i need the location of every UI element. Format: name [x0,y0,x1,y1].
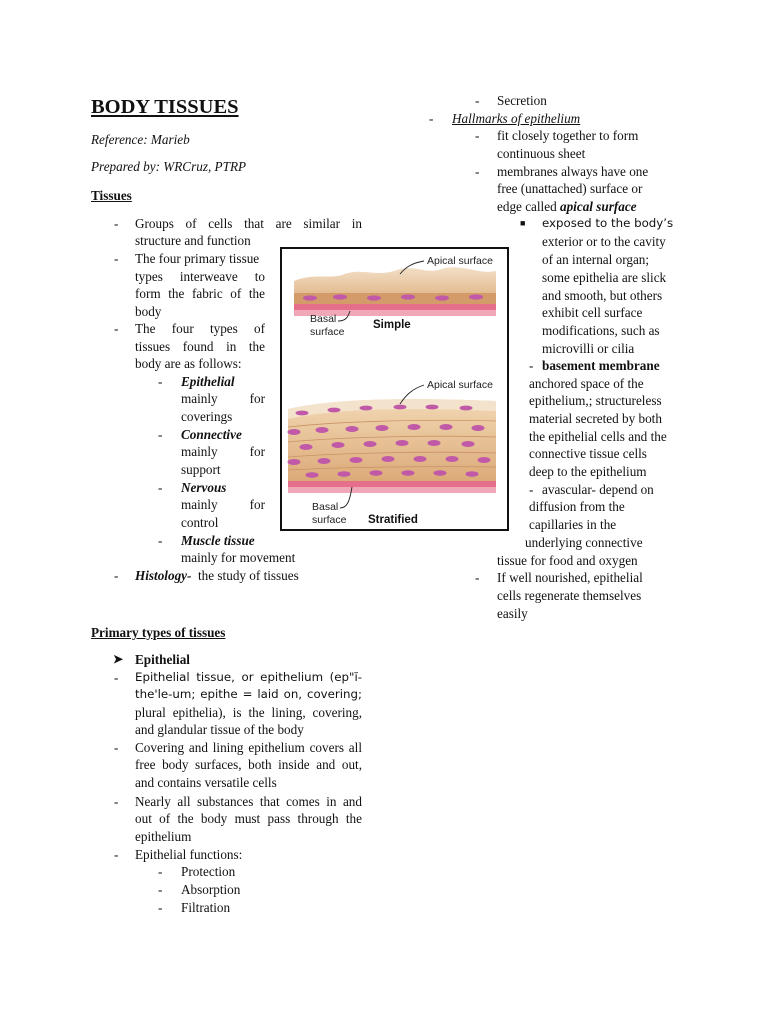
basement-membrane-desc: anchored space of the [529,376,644,391]
type-muscle-desc: mainly for movement [181,550,296,565]
nourished-item: If well nourished, epithelial [497,570,643,585]
avascular-item-cont: diffusion from the [529,499,625,514]
sublist-dash: - [158,374,163,389]
avascular-item: avascular- depend on [542,482,654,497]
basement-membrane-desc: the epithelial cells and the [529,429,667,444]
list-dash: - [114,847,119,862]
histology-term: Histology- [135,568,192,583]
type-epithelial-desc: coverings [181,409,233,424]
function-filtration: Filtration [181,900,231,915]
exposed-item-cont: microvilli or cilia [542,341,635,356]
type-epithelial-desc: mainly for [181,391,265,406]
type-connective: Connective [181,427,242,442]
nourished-item-cont: cells regenerate themselves [497,588,642,603]
list-item-histology [135,567,299,585]
functions-label: Epithelial functions: [135,847,243,862]
list-dash: - [114,216,119,231]
type-epithelial: Epithelial [181,374,235,389]
list-dash: - [475,128,480,143]
avascular-item-cont: tissue for food and oxygen [497,553,638,568]
prepared-by-line: Prepared by: WRCruz, PTRP [91,159,247,174]
list-dash: - [114,670,119,685]
exposed-item-cont: of an internal organ; [542,252,650,267]
nearly-all-item-cont: out of the body must pass through the [135,811,362,826]
reference-line: Reference: Marieb [91,132,190,147]
sublist-dash: - [158,864,163,879]
epithelium-figure [280,247,509,531]
epithelial-definition-cont: the'le-um; epithe = laid on, covering; [135,687,362,701]
basement-membrane-desc: connective tissue cells [529,446,647,461]
primary-types-heading: Primary types of tissues [91,625,226,640]
stratified-caption: Stratified [368,514,418,526]
list-dash: - [114,321,119,336]
simple-basal-label: surface [310,326,345,338]
list-dash: - [475,93,480,108]
simple-epithelium-drawing [294,261,496,321]
avascular-item-cont: underlying connective [525,535,643,550]
exposed-item-cont: exterior or to the cavity [542,234,666,249]
function-absorption: Absorption [181,882,241,897]
arrow-bullet-icon: ➤ [113,652,124,666]
list-dash: - [114,740,119,755]
list-dash: - [475,570,480,585]
membranes-item-cont [497,198,637,216]
epithelial-definition-cont: plural epithelia), is the lining, covering, [135,705,362,720]
list-item-four-types-cont: body are as follows: [135,356,242,371]
fit-closely-item: fit closely together to form [497,128,639,143]
epithelial-heading: Epithelial [135,652,190,667]
simple-basal-label: Basal [310,313,337,325]
basement-membrane-desc: epithelium,; structureless [529,393,662,408]
sublist-dash: - [158,427,163,442]
stratified-apical-label: Apical surface [427,379,493,391]
sublist-dash: - [158,533,163,548]
nearly-all-item-cont: epithelium [135,829,192,844]
type-muscle: Muscle tissue [181,533,255,548]
list-item-four-types-cont: tissues found in the [135,339,265,354]
list-dash: - [475,164,480,179]
list-item-groups: Groups of cells that are similar in [135,216,362,231]
secretion-item: Secretion [497,93,547,108]
epithelial-definition-cont: and glandular tissue of the body [135,722,304,737]
covering-lining-item: Covering and lining epithelium covers all [135,740,362,755]
list-dash: - [529,358,534,373]
sublist-dash: - [158,882,163,897]
list-item-groups-cont: structure and function [135,233,251,248]
fit-closely-item-cont: continuous sheet [497,146,586,161]
stratified-epithelium-drawing [288,385,497,508]
basement-membrane-term: basement membrane [542,358,660,373]
apical-surface-term: apical surface [559,199,637,214]
exposed-item-cont: some epithelia are slick [542,270,667,285]
type-connective-desc: support [181,462,221,477]
simple-apical-label: Apical surface [427,255,493,267]
sublist-dash: - [158,480,163,495]
covering-lining-item-cont: and contains versatile cells [135,775,277,790]
list-dash: - [114,251,119,266]
exposed-item-cont: and smooth, but others [542,288,663,303]
nearly-all-item: Nearly all substances that comes in and [135,794,362,809]
type-nervous: Nervous [181,480,227,495]
stratified-basal-label: surface [312,514,347,526]
simple-caption: Simple [373,319,411,331]
list-item-four-primary-cont: types interweave to [135,269,265,284]
basement-membrane-desc: deep to the epithelium [529,464,647,479]
type-connective-desc: mainly for [181,444,265,459]
exposed-item-cont: modifications, such as [542,323,660,338]
membranes-item-cont: free (unattached) surface or [497,181,643,196]
covering-lining-item-cont: free body surfaces, both inside and out, [135,757,362,772]
exposed-item: exposed to the body’s [542,216,674,230]
tissues-heading: Tissues [91,188,132,203]
list-dash: - [114,568,119,583]
list-dash: - [529,482,534,497]
page-title: BODY TISSUES [91,96,239,118]
list-item-four-primary-cont: body [135,304,162,319]
nourished-item-cont: easily [497,606,528,621]
basement-membrane-desc: material secreted by both [529,411,662,426]
list-dash: - [429,111,434,126]
list-item-four-primary: The four primary tissue [135,251,260,266]
type-nervous-desc: mainly for [181,497,265,512]
exposed-item-cont: exhibit cell surface [542,305,643,320]
epithelium-illustration [282,249,506,528]
membranes-item: membranes always have one [497,164,649,179]
epithelial-definition: Epithelial tissue, or epithelium (ep"ĭ- [135,670,362,684]
histology-definition: the study of tissues [198,568,299,583]
membranes-text: edge called [497,199,560,214]
function-protection: Protection [181,864,236,879]
type-nervous-desc: control [181,515,219,530]
sublist-dash: - [158,900,163,915]
list-item-four-primary-cont: form the fabric of the [135,286,265,301]
list-dash: - [114,794,119,809]
list-item-four-types: The four types of [135,321,265,336]
avascular-item-cont: capillaries in the [529,517,617,532]
square-bullet-icon: ■ [520,218,526,228]
stratified-basal-label: Basal [312,501,339,513]
hallmarks-heading: Hallmarks of epithelium [452,111,581,126]
